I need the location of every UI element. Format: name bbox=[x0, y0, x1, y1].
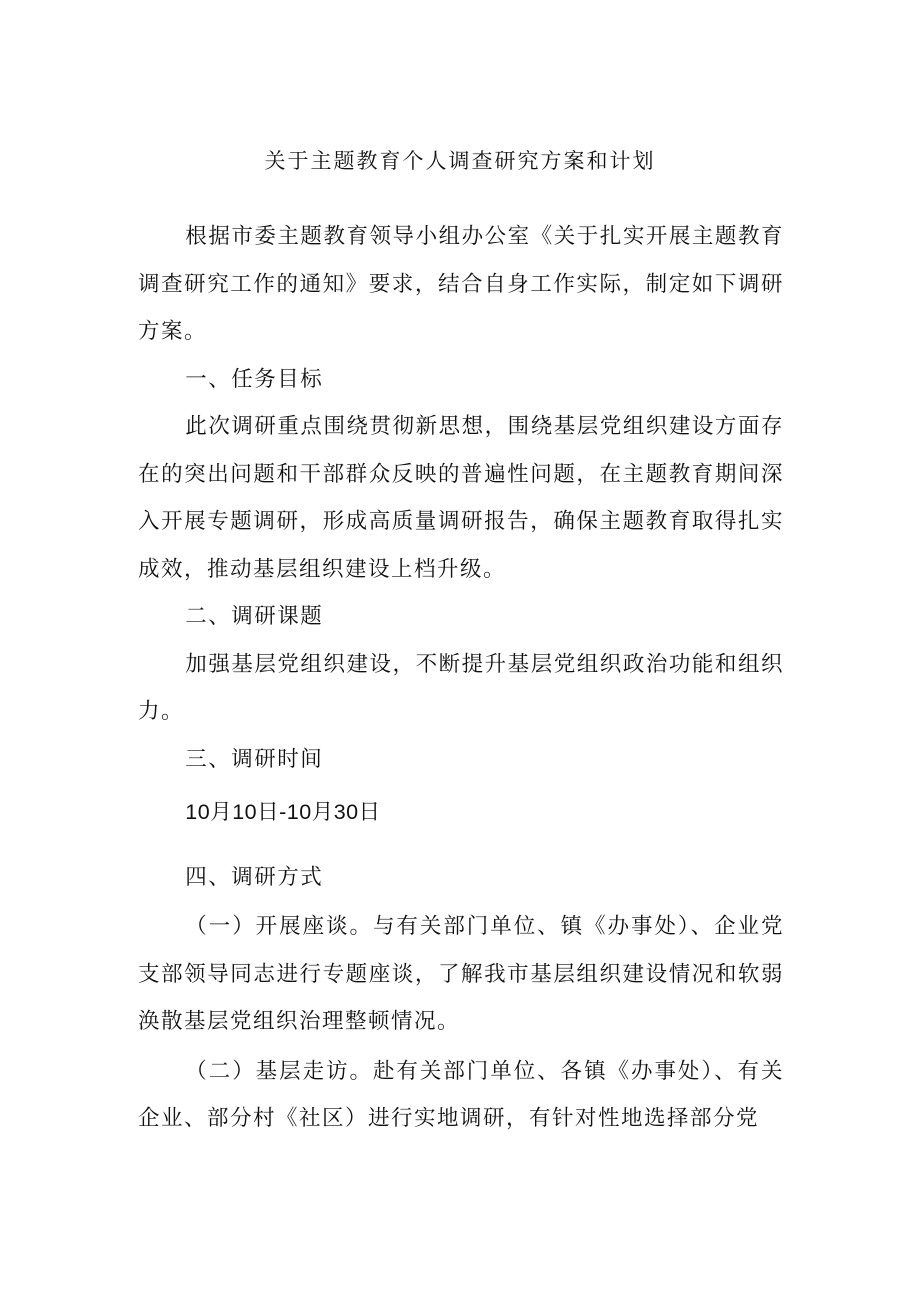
section-heading-task-goal: 一、任务目标 bbox=[185, 366, 324, 392]
section-heading-research-topic: 二、调研课题 bbox=[185, 604, 324, 629]
section-heading-research-method: 四、调研方式 bbox=[185, 864, 324, 890]
method-item-visit: （二）基层走访。赴有关部门单位、各镇《办事处）、有关企业、部分村《社区）进行实地调研，有针对性地选择部分党 bbox=[138, 1058, 784, 1131]
research-time-paragraph: 10月10日-10月30日 bbox=[185, 800, 381, 824]
task-goal-paragraph: 此次调研重点围绕贯彻新思想，围绕基层党组织建设方面存在的突出问题和干部群众反映的普遍性问题，在主题教育期间深入开展专题调研，形成高质量调研报告，确保主题教育取得扎实成效，推动基层组织建设上档升级。 bbox=[138, 414, 784, 582]
section-heading-research-time: 三、调研时间 bbox=[185, 746, 324, 772]
research-topic-paragraph: 加强基层党组织建设，不断提升基层党组织政治功能和组织力。 bbox=[138, 651, 784, 724]
method-item-forum: （一）开展座谈。与有关部门单位、镇《办事处）、企业党支部领导同志进行专题座谈，了解我市基层组织建设情况和软弱涣散基层党组织治理整顿情况。 bbox=[138, 914, 784, 1034]
intro-paragraph: 根据市委主题教育领导小组办公室《关于扎实开展主题教育调查研究工作的通知》要求，结合自身工作实际，制定如下调研方案。 bbox=[138, 224, 784, 344]
document-body bbox=[138, 213, 784, 1143]
document-title: 关于主题教育个人调查研究方案和计划 bbox=[264, 149, 656, 173]
